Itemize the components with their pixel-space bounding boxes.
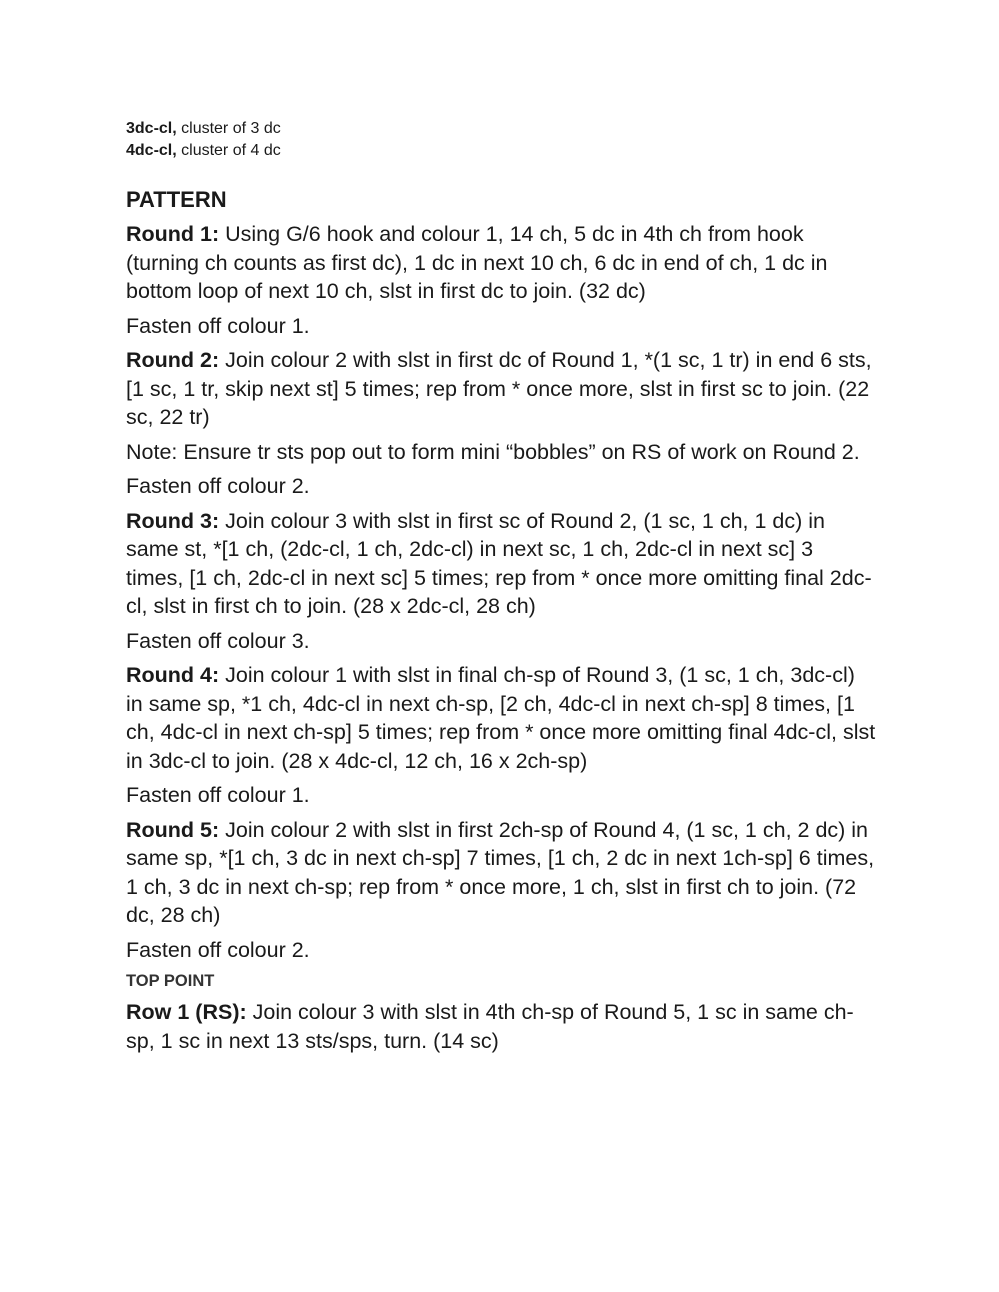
fasten-off-note	[126, 627, 876, 656]
abbreviation-definition: cluster of 3 dc	[176, 120, 281, 137]
abbreviation-item	[126, 140, 876, 162]
round-instructions: Join colour 3 with slst in first sc of Round 2, (1 sc, 1 ch, 1 dc) in same st, *[1 ch, (2dc-cl, 1 ch, 2dc-cl) in next sc, 1 ch, 2dc-cl in next sc] 3 times, [1 ch, 2dc-cl in next sc] 5 times; rep from * once more omitting final 2dc-cl, slst in first ch to join. (28 x 2dc-cl, 28 ch)	[126, 508, 872, 618]
round-4-paragraph	[126, 661, 876, 775]
round-2-paragraph	[126, 346, 876, 432]
fasten-off-note	[126, 472, 876, 501]
round-instructions: Join colour 2 with slst in first 2ch-sp of Round 4, (1 sc, 1 ch, 2 dc) in same sp, *[1 ch, 3 dc in next ch-sp] 7 times, [1 ch, 2 dc in next 1ch-sp] 6 times, 1 ch, 3 dc in next ch-sp; rep from * once more, 1 ch, slst in first ch to join. (72 dc, 28 ch)	[126, 817, 875, 927]
abbreviation-item	[126, 118, 876, 140]
bobble-note	[126, 438, 876, 467]
round-3-paragraph	[126, 507, 876, 621]
pattern-heading: PATTERN	[126, 187, 227, 212]
round-1-paragraph	[126, 220, 876, 306]
round-instructions: Using G/6 hook and colour 1, 14 ch, 5 dc in 4th ch from hook (turning ch counts as first dc), 1 dc in next 10 ch, 6 dc in end of ch, 1 dc in bottom loop of next 10 ch, slst in first dc to join. (32 dc)	[126, 222, 828, 303]
round-label: Round 4:	[126, 663, 220, 687]
note-text: Fasten off colour 2.	[126, 474, 310, 498]
pattern-rounds	[126, 220, 876, 964]
top-point-heading: TOP POINT	[126, 972, 215, 990]
row-label: Row 1 (RS):	[126, 1000, 247, 1024]
fasten-off-note	[126, 781, 876, 810]
note-text: Note: Ensure tr sts pop out to form mini “bobbles” on RS of work on Round 2.	[126, 439, 860, 464]
fasten-off-note	[126, 312, 876, 341]
round-instructions: Join colour 2 with slst in first dc of Round 1, *(1 sc, 1 tr) in end 6 sts, [1 sc, 1 tr, skip next st] 5 times; rep from * once more, slst in first sc to join. (22 sc, 22 tr)	[126, 348, 872, 429]
document-page	[126, 118, 876, 1061]
round-label: Round 3:	[126, 508, 220, 533]
round-label: Round 1:	[126, 222, 220, 246]
round-5-paragraph	[126, 816, 876, 930]
round-instructions: Join colour 1 with slst in final ch-sp of Round 3, (1 sc, 1 ch, 3dc-cl) in same sp, *1 ch, 4dc-cl in next ch-sp, [2 ch, 4dc-cl in next ch-sp] 8 times, [1 ch, 4dc-cl in next ch-sp] 5 times; rep from * once more omitting final 4dc-cl, slst in 3dc-cl to join. (28 x 4dc-cl, 12 ch, 16 x 2ch-sp)	[126, 663, 876, 773]
note-text: Fasten off colour 1.	[126, 313, 310, 338]
abbreviation-list	[126, 118, 876, 162]
abbreviation-definition: cluster of 4 dc	[176, 142, 281, 159]
row-1-paragraph	[126, 998, 876, 1055]
row-instructions: Join colour 3 with slst in 4th ch-sp of Round 5, 1 sc in same ch-sp, 1 sc in next 13 sts/sps, turn. (14 sc)	[126, 1000, 854, 1053]
round-label: Round 2:	[126, 348, 220, 372]
abbreviation-term: 4dc-cl,	[126, 142, 177, 159]
note-text: Fasten off colour 2.	[126, 937, 310, 962]
note-text: Fasten off colour 3.	[126, 628, 310, 653]
fasten-off-note	[126, 936, 876, 965]
abbreviation-term: 3dc-cl,	[126, 120, 177, 137]
top-point-rows	[126, 998, 876, 1055]
round-label: Round 5:	[126, 817, 220, 842]
note-text: Fasten off colour 1.	[126, 783, 310, 807]
